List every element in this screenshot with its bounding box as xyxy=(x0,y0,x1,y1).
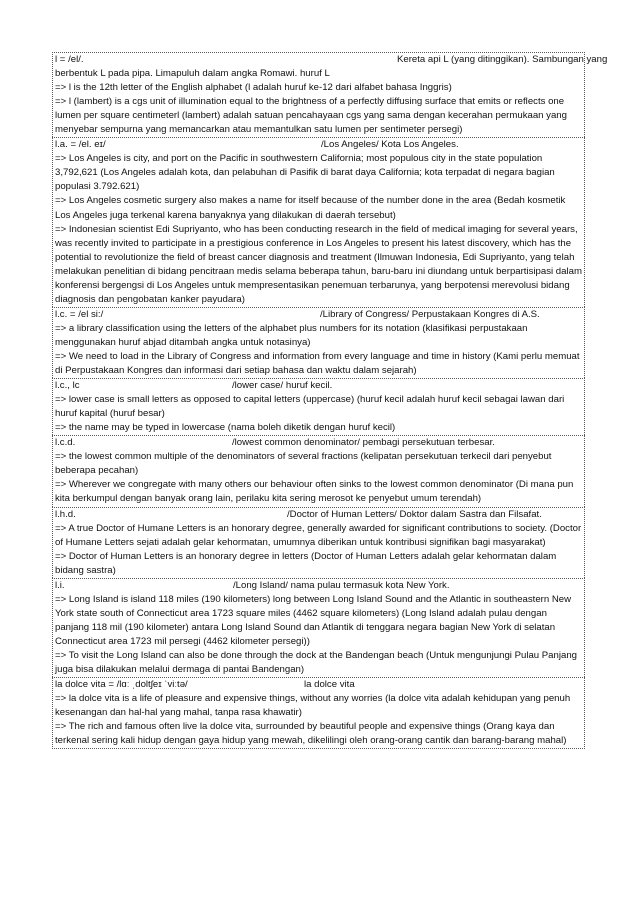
entry-line: => Indonesian scientist Edi Supriyanto, who has been conducting research in the field of medical imaging for several years, was recently invited to participate in a prestigious conference in Los Angeles to present his latest discovery, which has the potential to revolutionize the field of breast cancer diagnosis and treatment (Ilmuwan Indonesia, Edi Supriyanto, yang telah melakukan penelitian di bidang pencitraan medis selama beberapa tahun, baru-baru ini diundang untuk berpartisipasi dalam konferensi bergengsi di Los Angeles untuk mempresentasikan penemuan terbarunya, yang berpotensi merevolusi bidang diagnosis dan pengobatan kanker payudara) xyxy=(55,223,582,305)
entry-definition: /Los Angeles/ Kota Los Angeles. xyxy=(321,139,459,151)
entry-line: => Los Angeles is city, and port on the Pacific in southwestern California; most populous city in the state population 3,792,621 (Los Angeles adalah kota, dan pelabuhan di Pasifik di barat daya California; kota terpadat di negara bagian populasi 3.792.621) xyxy=(55,153,555,193)
entry-term: l.c. = /el si:/ xyxy=(55,308,104,320)
entry-li xyxy=(52,578,585,677)
entry-term: l.h.d. xyxy=(55,508,76,520)
entry-la xyxy=(52,137,585,307)
entry-lc xyxy=(52,307,585,378)
entry-line: => Los Angeles cosmetic surgery also makes a name for itself because of the number done in the area (Bedah kosmetik Los Angeles juga terkenal karena banyaknya yang dilakukan di daerah tersebut) xyxy=(55,195,566,221)
dictionary-page xyxy=(52,52,608,749)
entry-term: la dolce vita = /lɑː ˌdoltʃeɪ ˈviːtə/ xyxy=(55,679,188,691)
entry-definition: /Library of Congress/ Perpustakaan Kongres di A.S. xyxy=(320,308,540,320)
entry-line: => Long Island is island 118 miles (190 kilometers) long between Long Island Sound and the Atlantic in southeastern New York state south of Connecticut area 1723 square miles (4462 square kilometers) (Long Island adalah pulau dengan panjang 118 mil (190 kilometer) antara Long Island Sound dan Atlantik di tenggara negara bagian New York di selatan Connecticut area 1723 mil persegi (4462 kilometer persegi)) xyxy=(55,593,572,647)
entry-line: => We need to load in the Library of Congress and information from every language and time in history (Kami perlu memuat di Perpustakaan Kongres dan informasi dari setiap bahasa dan waktu dalam sejarah) xyxy=(55,350,580,377)
entry-term: l.c., lc xyxy=(55,380,80,392)
entry-l xyxy=(52,52,608,137)
entry-line: => la dolce vita is a life of pleasure and expensive things, without any worries (la dolce vita adalah kehidupan yang penuh kesenangan dan hal-hal yang mahal, tanpa rasa khawatir) xyxy=(55,693,571,719)
entry-definition: Kereta api L (yang ditinggikan). Sambungan yang xyxy=(397,54,608,65)
entry-definition: /Doctor of Human Letters/ Doktor dalam Sastra dan Filsafat. xyxy=(287,508,542,520)
entry-line: berbentuk L pada pipa. Limapuluh dalam angka Romawi. huruf L xyxy=(55,68,330,80)
entry-line: => a library classification using the letters of the alphabet plus numbers for its notation (klasifikasi perpustakaan menggunakan huruf abjad ditambah angka untuk notasinya) xyxy=(55,322,528,348)
entry-lhd xyxy=(52,507,585,578)
entry-la-dolce-vita xyxy=(52,677,585,749)
entry-line: => A true Doctor of Humane Letters is an honorary degree, generally awarded for significant contributions to society. (Doctor of Humane Letters sejati adalah gelar kehormatan, umumnya diberikan untuk kontribusi signifikan bagi masyarakat) xyxy=(55,522,582,548)
entry-lcd xyxy=(52,435,585,506)
entry-line: => l (lambert) is a cgs unit of illumination equal to the brightness of a perfectly diffusing surface that emits or reflects one lumen per square centimeterl (lambert) adalah satuan pencahayaan cgs yang sama dengan kecerahan permukaan yang menyebar sempurna yang memancarkan atau memantulkan satu lumen per sentimeter persegi) xyxy=(55,96,567,136)
entry-term: l.i. xyxy=(55,579,65,591)
entry-line: => the name may be typed in lowercase (nama boleh diketik dengan huruf kecil) xyxy=(55,422,396,434)
entry-definition: la dolce vita xyxy=(304,679,355,691)
entry-definition: /lower case/ huruf kecil. xyxy=(232,380,333,392)
entry-definition: /lowest common denominator/ pembagi persekutuan terbesar. xyxy=(232,437,495,449)
entry-line: => The rich and famous often live la dolce vita, surrounded by beautiful people and expensive things (Orang kaya dan terkenal sering kali hidup dengan gaya hidup yang mewah, dikelilingi oleh orang-orang cantik dan barang-barang mahal) xyxy=(55,721,567,747)
entry-line: => the lowest common multiple of the denominators of several fractions (kelipatan persekutuan terkecil dari penyebut beberapa pecahan) xyxy=(55,451,552,477)
entry-line: => Wherever we congregate with many others our behaviour often sinks to the lowest common denominator (Di mana pun kita berkumpul dengan banyak orang lain, perilaku kita sering merosot ke penyebut umum terendah) xyxy=(55,479,574,505)
entry-term: l = /el/. xyxy=(55,54,84,65)
entry-line: => lower case is small letters as opposed to capital letters (uppercase) (huruf kecil adalah huruf kecil sebagai lawan dari huruf kapital (huruf besar) xyxy=(55,394,565,420)
entry-term: l.a. = /el. eɪ/ xyxy=(55,139,106,151)
entry-line: => l is the 12th letter of the English alphabet (l adalah huruf ke-12 dari alfabet bahasa Inggris) xyxy=(55,82,452,94)
entry-line: => To visit the Long Island can also be done through the dock at the Bandengan beach (Untuk mengunjungi Pulau Panjang juga bisa dilakukan melalui dermaga di pantai Bandengan) xyxy=(55,649,577,676)
entry-term: l.c.d. xyxy=(55,437,76,449)
entry-lc-lowercase xyxy=(52,378,585,435)
entry-definition: /Long Island/ nama pulau termasuk kota New York. xyxy=(233,579,450,591)
entry-line: => Doctor of Human Letters is an honorary degree in letters (Doctor of Human Letters adalah gelar kehormatan dalam bidang sastra) xyxy=(55,550,557,576)
